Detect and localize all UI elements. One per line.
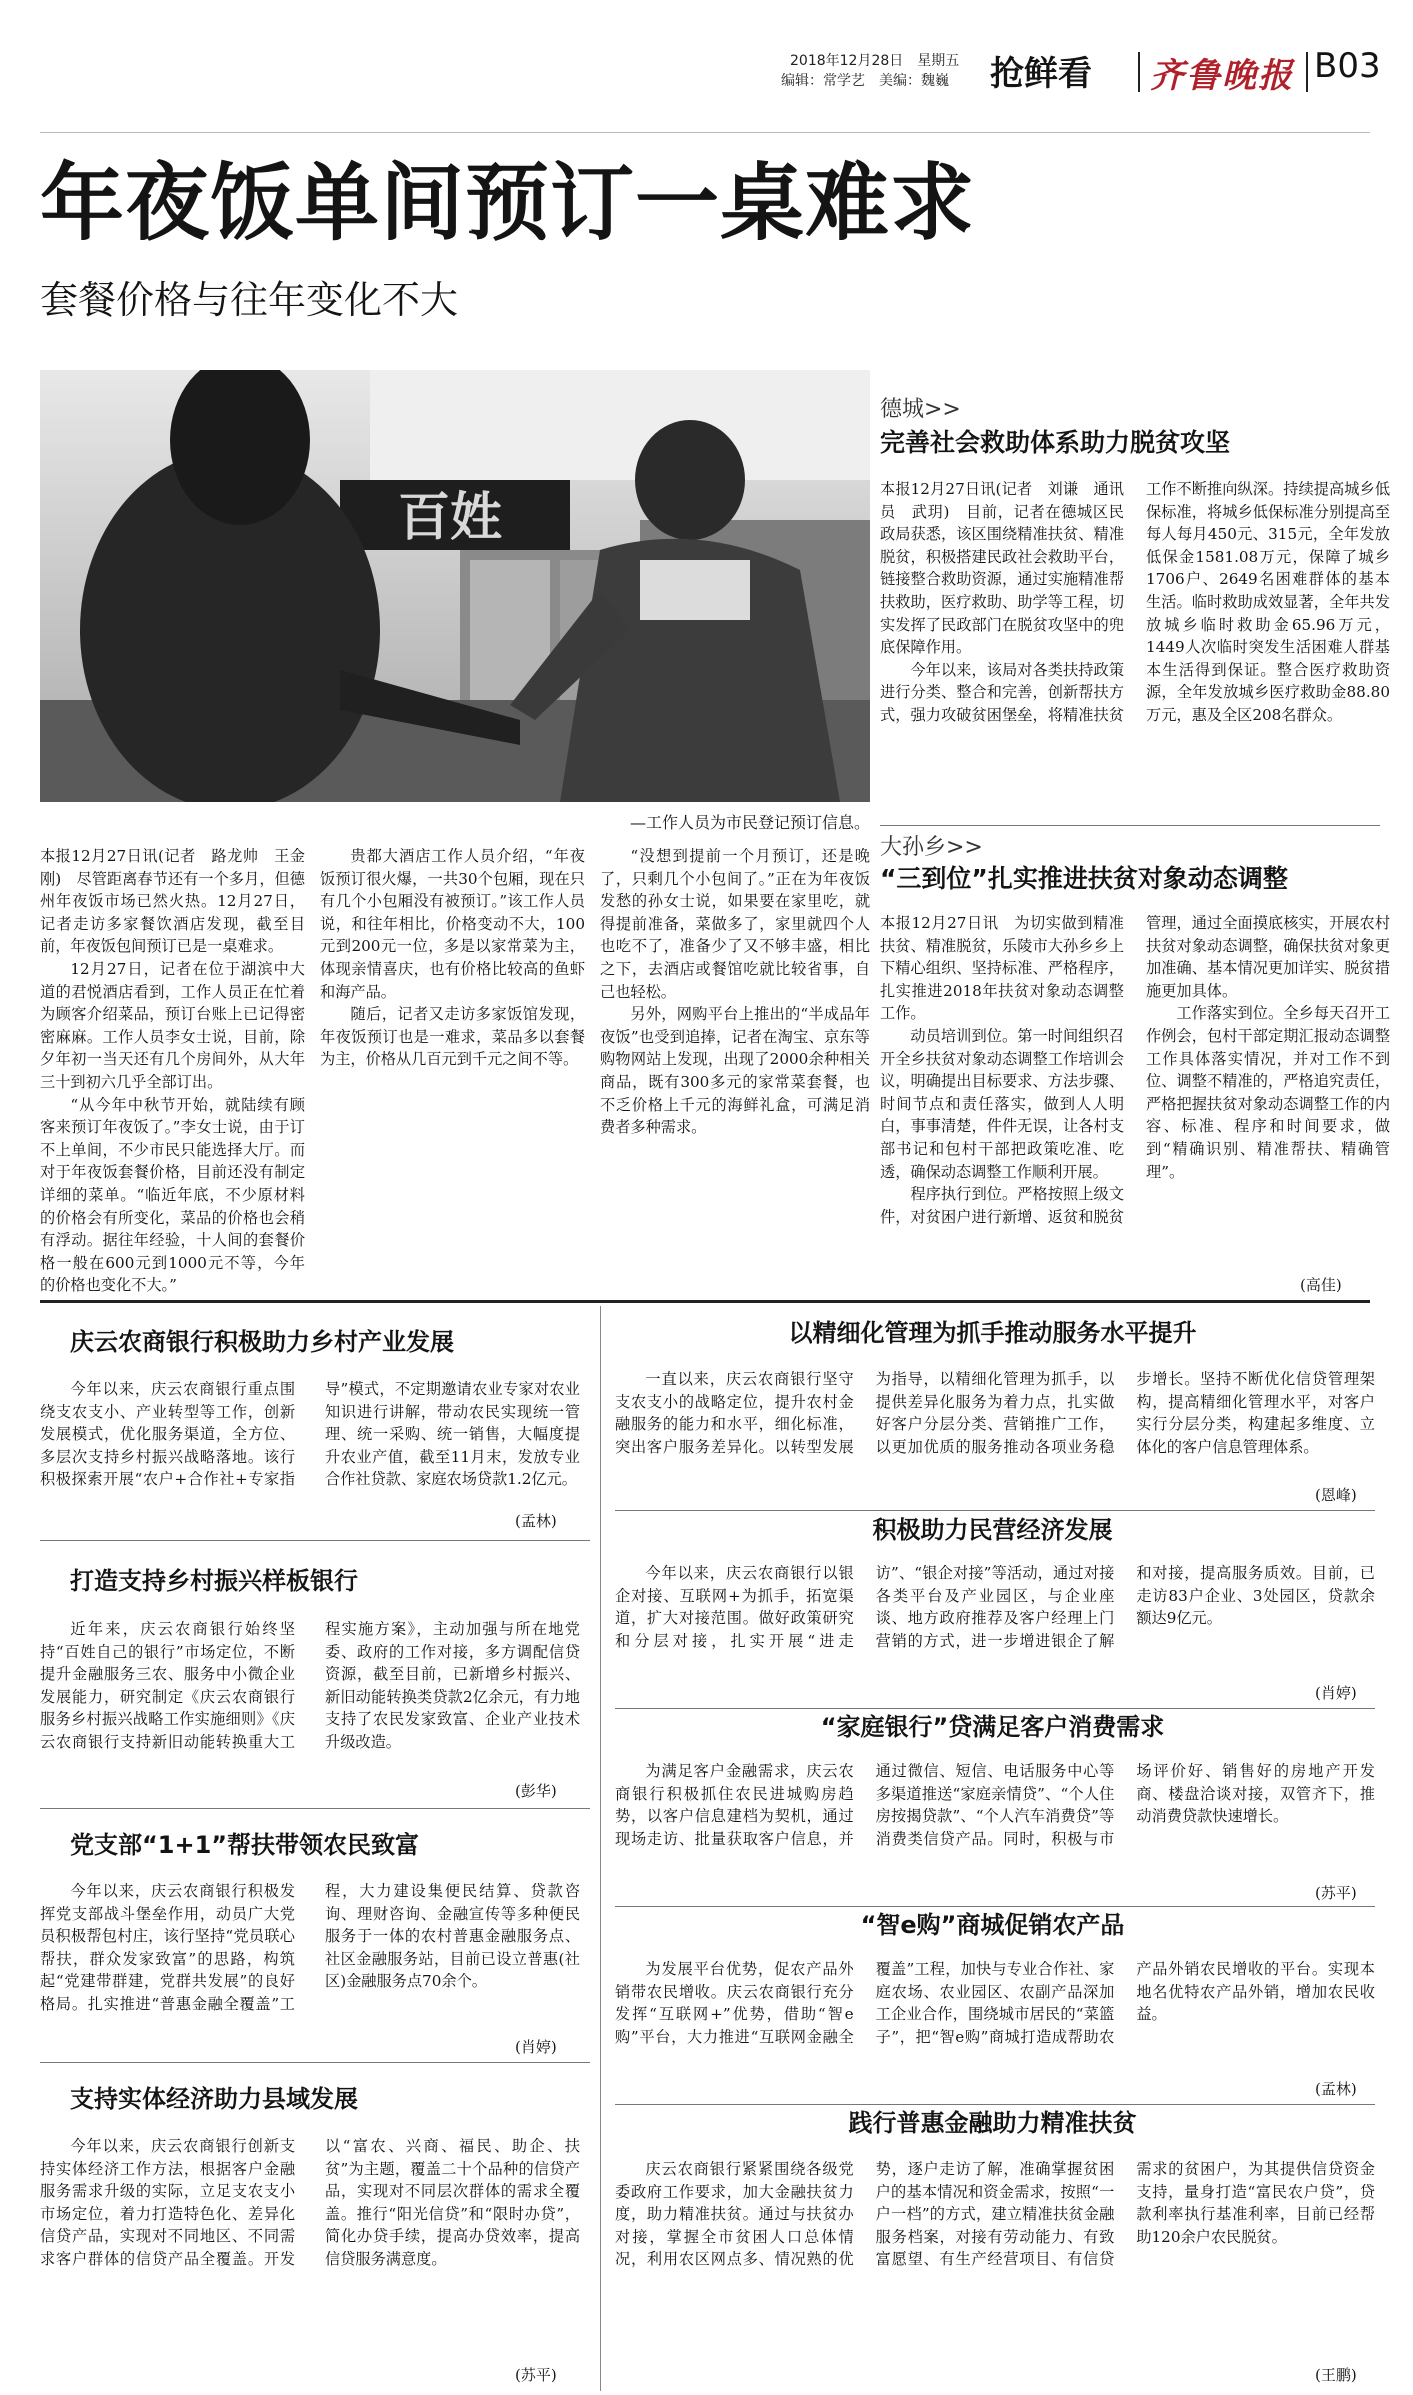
right-article-1-credit: (恩峰): [1315, 1486, 1357, 1504]
right-article-3-headline: “家庭银行”贷满足客户消费需求: [820, 1713, 1165, 1741]
right-article-2-body: [615, 1562, 1375, 1702]
lead-photo: [40, 370, 870, 802]
lead-column-2: [320, 845, 585, 1300]
right-article-4-credit: (孟林): [1315, 2080, 1357, 2098]
left-article-2-body: [40, 1618, 580, 1778]
right-rule-1: [615, 1510, 1375, 1511]
right-article-1-paragraph: 一直以来，庆云农商银行坚守支农支小的战略定位，提升农村金融服务的能力和水平，细化标准，突出客户服务差异化。以转型发展为指导，以精细化管理为抓手，以提供差异化服务为着力点，扎实做好客户分层分类、营销推广工作，以更加优质的服务推动各项业务稳步增长。坚持不断优化信贷管理架构，提高精细化管理水平，对客户实行分层分类，构建起多维度、立体化的客户信息管理体系。: [615, 1370, 1375, 1456]
left-rule-2: [40, 1808, 590, 1809]
right-rule-4: [615, 2104, 1375, 2105]
right-article-3-body: [615, 1760, 1375, 1900]
dasun-body: [880, 912, 1390, 1272]
left-article-1-headline: 庆云农商银行积极助力乡村产业发展: [70, 1328, 454, 1356]
dasun-tag: 大孙乡>>: [880, 835, 983, 860]
dasun-paragraph: 工作落实到位。全乡每天召开工作例会，包村干部定期汇报动态调整工作具体落实情况，并对工作不到位、调整不精准的，严格追究责任，严格把握扶贫对象动态调整工作的内容、标准、程序和时间要求，做到“精确识别、精准帮扶、精确管理”。: [1146, 1004, 1390, 1181]
lead-paragraph: 贵都大酒店工作人员介绍，“年夜饭预订很火爆，一共30个包厢，现在只有几个小包厢没有被预订。”该工作人员说，和往年相比，价格变动不大，100元到200元一位，多是以家常菜为主，体现亲情喜庆，也有价格比较高的鱼虾和海产品。: [320, 847, 585, 1001]
right-article-5-body: [615, 2158, 1375, 2364]
left-article-3-body: [40, 1880, 580, 2040]
right-rule-3: [615, 1906, 1375, 1907]
masthead-divider-2: [1306, 52, 1308, 92]
section-rule: [40, 1300, 1370, 1303]
left-article-1-body: [40, 1378, 580, 1534]
dezhou-paragraph: 今年以来，该局对各类扶持政策进行分类、整合和完善，创新帮扶方式，强力攻破贫困堡垒，将精准扶贫工作不断推向纵深。持续提高城乡低保标准，将城乡低保标准分别提高至每人每月450元、315元，全年发放低保金1581.08万元，保障了城乡1706户、2649名困难群体的基本生活。临时救助成效显著，全年共发放城乡临时救助金65.96万元，1449人次临时突发生活困难人群基本生活得到保证。整合医疗救助资源，全年发放城乡医疗救助金88.80万元，惠及全区208名群众。: [880, 480, 1390, 724]
lead-paragraph: “没想到提前一个月预订，还是晚了，只剩几个小包间了。”正在为年夜饭发愁的孙女士说，如果要在家里吃，就得提前准备，菜做多了，家里就四个人也吃不了，准备少了又不够丰盛，相比之下，去酒店或餐馆吃就比较省事，自己也轻松。: [600, 847, 870, 1001]
right-article-4-headline: “智e购”商城促销农产品: [860, 1911, 1125, 1939]
lead-column-1: [40, 845, 305, 1300]
left-article-3-paragraph: 今年以来，庆云农商银行积极发挥党支部战斗堡垒作用，动员广大党员积极帮包村庄，该行坚持“党员联心帮扶，群众发家致富”的思路，构筑起“党建带群建，党群共发展”的良好格局。扎实推进“普惠金融全覆盖”工程，大力建设集便民结算、贷款咨询、理财咨询、金融宣传等多种便民服务于一体的农村普惠金融服务点、社区金融服务站，目前已设立普惠(社区)金融服务点70余个。: [40, 1882, 580, 2013]
left-article-4-body: [40, 2135, 580, 2361]
photo-caption: —工作人员为市民登记预订信息。: [629, 813, 870, 832]
right-article-4-body: [615, 1958, 1375, 2096]
left-article-4-paragraph: 今年以来，庆云农商银行创新支持实体经济工作方法，根据客户金融服务需求升级的实际，立足支农支小市场定位，着力打造特色化、差异化信贷产品，实现对不同地区、不同需求客户群体的信贷产品全覆盖。开发以“富农、兴商、福民、助企、扶贫”为主题，覆盖二十个品种的信贷产品，实现对不同层次群体的需求全覆盖。推行“阳光信贷”和“限时办贷”，简化办贷手续，提高办贷效率，提高信贷服务满意度。: [40, 2137, 580, 2268]
dasun-headline: “三到位”扎实推进扶贫对象动态调整: [880, 864, 1288, 893]
left-article-4-headline: 支持实体经济助力县域发展: [70, 2085, 358, 2113]
lead-paragraph: 本报12月27日讯(记者 路龙帅 王金刚) 尽管距离春节还有一个多月，但德州年夜饭市场已然火热。12月27日，记者走访多家餐饮酒店发现，截至目前，年夜饭包间预订已是一桌难求。: [40, 847, 305, 956]
editor-line: 编辑：常学艺 美编：魏巍: [781, 73, 949, 89]
column-divider: [600, 1306, 601, 2391]
section-name: 抢鲜看: [990, 54, 1092, 94]
right-article-2-headline: 积极助力民营经济发展: [872, 1516, 1113, 1544]
dezhou-body: [880, 478, 1390, 818]
page-number: B03: [1314, 46, 1381, 86]
right-article-1-body: [615, 1368, 1375, 1504]
left-article-3-headline: 党支部“1+1”帮扶带领农民致富: [70, 1831, 420, 1859]
masthead-divider-1: [1138, 52, 1140, 92]
right-article-2-paragraph: 今年以来，庆云农商银行以银企对接、互联网+为抓手，拓宽渠道，扩大对接范围。做好政策研究和分层对接，扎实开展“进走访”、“银企对接”等活动，通过对接各类平台及产业园区，与企业座谈、地方政府推荐及客户经理上门营销的方式，进一步增进银企了解和对接，提高服务质效。目前，已走访83户企业、3处园区，贷款余额达9亿元。: [615, 1564, 1375, 1650]
left-article-2-paragraph: 近年来，庆云农商银行始终坚持“百姓自己的银行”市场定位，不断提升金融服务三农、服务中小微企业发展能力，研究制定《庆云农商银行服务乡村振兴战略工作实施细则》《庆云农商银行支持新旧动能转换重大工程实施方案》，主动加强与所在地党委、政府的工作对接，多方调配信贷资源，截至目前，已新增乡村振兴、新旧动能转换类贷款2亿余元，有力地支持了农民发家致富、企业产业技术升级改造。: [40, 1620, 580, 1751]
left-rule-1: [40, 1540, 590, 1541]
left-rule-3: [40, 2062, 590, 2063]
lead-paragraph: 另外，网购平台上推出的“半成品年夜饭”也受到追捧，记者在淘宝、京东等购物网站上发现，出现了2000余种相关商品，既有300多元的家常菜套餐，也不乏价格上千元的海鲜礼盒，可满足消费者多种需求。: [600, 1005, 870, 1137]
dasun-paragraph: 本报12月27日讯 为切实做到精准扶贫、精准脱贫，乐陵市大孙乡乡上下精心组织、坚持标准、严格程序，扎实推进2018年扶贫对象动态调整工作。: [880, 914, 1124, 1023]
right-article-2-credit: (肖婷): [1315, 1684, 1357, 1702]
dasun-paragraph: 动员培训到位。第一时间组织召开全乡扶贫对象动态调整工作培训会议，明确提出目标要求、方法步骤、时间节点和责任落实，做到人人明白，事事清楚，件件无误，让各村支部书记和包村干部把政策吃准、吃透，确保动态调整工作顺利开展。: [880, 1026, 1124, 1181]
left-article-1-paragraph: 今年以来，庆云农商银行重点围绕支农支小、产业转型等工作，创新发展模式，优化服务渠道，全方位、多层次支持乡村振兴战略落地。该行积极探索开展“农户+合作社+专家指导”模式，不定期邀请农业专家对农业知识进行讲解，带动农民实现统一管理、统一采购、统一销售，大幅度提升农业产值，截至11月末，发放专业合作社贷款、家庭农场贷款1.2亿元。: [40, 1380, 580, 1489]
rule-dezhou: [880, 825, 1380, 826]
right-article-5-headline: 践行普惠金融助力精准扶贫: [848, 2109, 1137, 2137]
lead-paragraph: 12月27日，记者在位于湖滨中大道的君悦酒店看到，工作人员正在忙着为顾客介绍菜品，预订台账上已记得密密麻麻。工作人员李女士说，目前，除夕年初一当天还有几个房间外，从大年三十到初六几乎全部订出。: [40, 959, 305, 1091]
right-article-3-paragraph: 为满足客户金融需求，庆云农商银行积极抓住农民进城购房趋势，以客户信息建档为契机，通过现场走访、批量获取客户信息，并通过微信、短信、电话服务中心等多渠道推送“家庭亲情贷”、“个人住房按揭贷款”、“个人汽车消费贷”等消费类信贷产品。同时，积极与市场评价好、销售好的房地产开发商、楼盘洽谈对接，双管齐下，推动消费贷款快速增长。: [615, 1762, 1375, 1848]
masthead-rule: [40, 132, 1370, 133]
lead-column-3: [600, 845, 870, 1300]
date-line: 2018年12月28日 星期五: [790, 53, 960, 69]
right-article-5-paragraph: 庆云农商银行紧紧围绕各级党委政府工作要求，加大金融扶贫力度，助力精准扶贫。通过与扶贫办对接，掌握全市贫困人口总体情况，利用农区网点多、情况熟的优势，逐户走访了解，准确掌握贫困户的基本情况和资金需求，按照“一户一档”的方式，建立精准扶贫金融服务档案，对接有劳动能力、有致富愿望、有生产经营项目、有信贷需求的贫困户，为其提供信贷资金支持，量身打造“富民农户贷”，贷款利率执行基准利率，目前已经帮助120余户农民脱贫。: [615, 2160, 1375, 2269]
lead-headline: 年夜饭单间预订一桌难求: [40, 154, 976, 252]
photo-illustration: [40, 370, 870, 802]
lead-subhead: 套餐价格与往年变化不大: [40, 278, 459, 322]
dezhou-tag: 德城>>: [880, 397, 961, 422]
photo-sign: 百姓: [397, 488, 503, 548]
lead-paragraph: 随后，记者又走访多家饭馆发现，年夜饭预订也是一难求，菜品多以套餐为主，价格从几百元到千元之间不等。: [320, 1005, 585, 1069]
left-article-1-credit: (孟林): [515, 1512, 557, 1530]
left-article-3-credit: (肖婷): [515, 2038, 557, 2056]
left-article-2-headline: 打造支持乡村振兴样板银行: [70, 1567, 358, 1595]
dasun-credit: (高佳): [1300, 1276, 1342, 1294]
dezhou-paragraph: 本报12月27日讯(记者 刘谦 通讯员 武玥) 目前，记者在德城区民政局获悉，该区围绕精准扶贫、精准脱贫，积极搭建民政社会救助平台，链接整合救助资源，通过实施精准帮扶救助，医疗救助、助学等工程，切实发挥了民政部门在脱贫攻坚中的兜底保障作用。: [880, 480, 1124, 657]
left-article-4-credit: (苏平): [515, 2366, 557, 2384]
right-article-4-paragraph: 为发展平台优势，促农产品外销带农民增收。庆云农商银行充分发挥“互联网+”优势，借助“智e购”平台，大力推进“互联网金融全覆盖”工程，加快与专业合作社、家庭农场、农业园区、农副产品深加工企业合作，围绕城市居民的“菜篮子”，把“智e购”商城打造成帮助农产品外销农民增收的平台。实现本地名优特农产品外销，增加农民收益。: [615, 1960, 1375, 2046]
lead-paragraph: “从今年中秋节开始，就陆续有顾客来预订年夜饭了。”李女士说，由于订不上单间，不少市民只能选择大厅。而对于年夜饭套餐价格，目前还没有制定详细的菜单。“临近年底，不少原材料的价格会有所变化，菜品的价格也会稍有浮动。据往年经验，十人间的套餐价格一般在600元到1000元不等，今年的价格也变化不大。”: [40, 1095, 305, 1295]
dezhou-headline: 完善社会救助体系助力脱贫攻坚: [880, 428, 1231, 457]
left-article-2-credit: (彭华): [515, 1782, 557, 1800]
dasun-paragraph: 程序执行到位。严格按照上级文件，对贫困户进行新增、返贫和脱贫管理，通过全面摸底核实，开展农村扶贫对象动态调整，确保扶贫对象更加准确、基本情况更加详实、脱贫措施更加具体。: [880, 914, 1390, 1226]
right-article-1-headline: 以精细化管理为抓手推动服务水平提升: [788, 1319, 1197, 1347]
paper-logo: 齐鲁晚报: [1150, 56, 1294, 96]
right-rule-2: [615, 1708, 1375, 1709]
right-article-3-credit: (苏平): [1315, 1884, 1357, 1902]
right-article-5-credit: (王鹏): [1315, 2366, 1357, 2384]
